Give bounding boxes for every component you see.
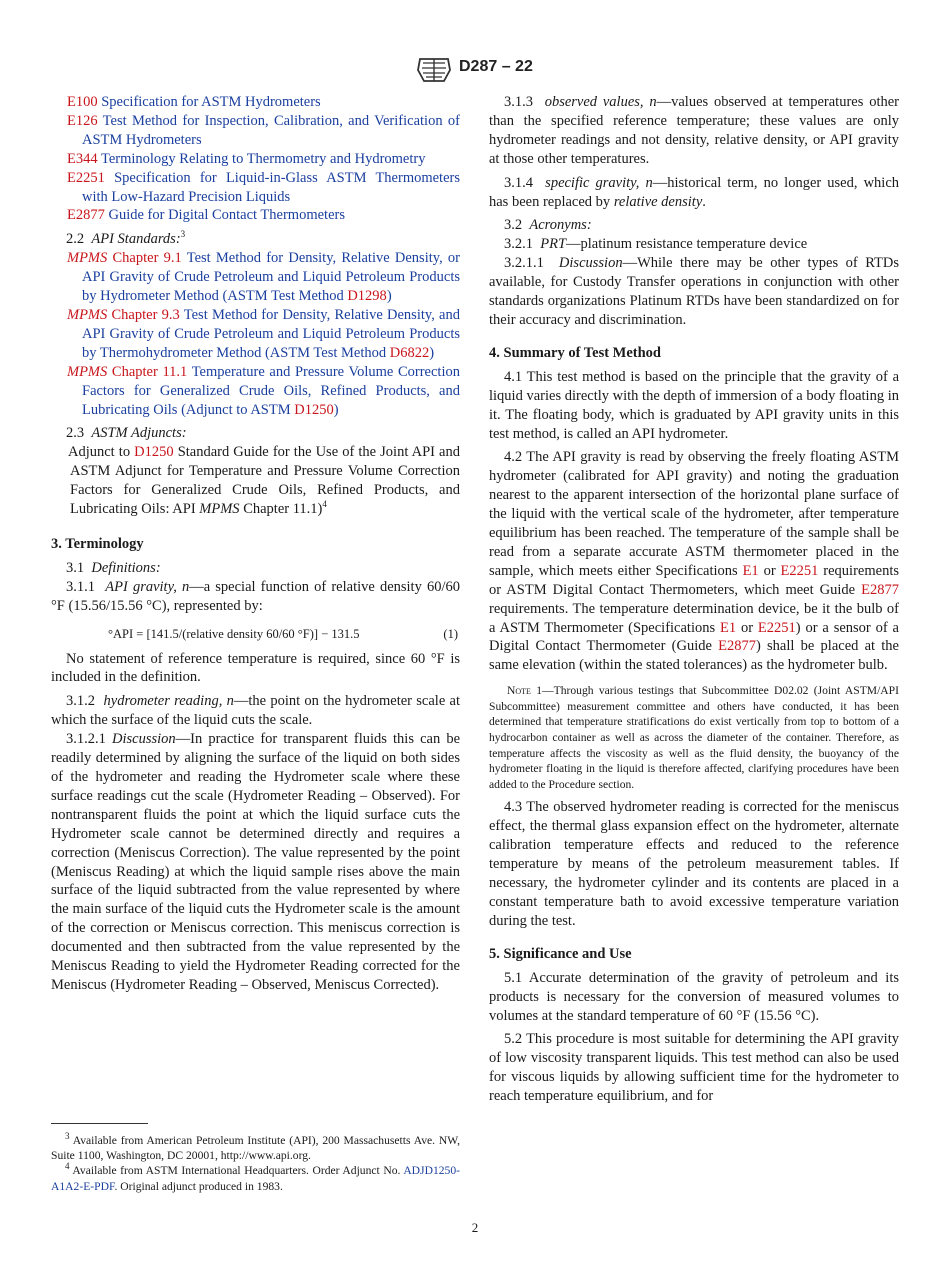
page-number: 2 <box>471 1220 479 1235</box>
reference-code-link[interactable]: E344 <box>67 150 98 167</box>
left-column <box>51 93 460 995</box>
closing-paren: ) <box>429 344 435 361</box>
reference-title-link[interactable]: Terminology Relating to Thermometry and Hydrometry <box>100 150 426 167</box>
reference-item <box>51 169 460 207</box>
equation-1 <box>51 622 460 644</box>
section-5-title: 5. Significance and Use <box>489 945 632 962</box>
api-title-link[interactable]: Temperature and Pressure Volume Correction Factors for Generalized Crude Oils, Refined Products, and Lubricating Oils (Adjunct to ASTM <box>82 363 460 418</box>
reference-code-link[interactable]: E2877 <box>67 207 105 224</box>
p41: 4.1 This test method is based on the principle that the gravity of a liquid varies directly with the depth of immersion of a body floating in it. The floating body, which is graduated by API gravity units in this test method, is called an API hydrometer. <box>489 368 899 442</box>
equation-body: °API = [141.5/(relative density 60/60 °F)] − 131.5 <box>108 626 360 641</box>
p43: 4.3 The observed hydrometer reading is corrected for the meniscus effect, the thermal glass expansion effect on the hydrometer, alternate calibration temperature effects and reduced to the reference temperature by means of the petroleum measurement tables. If necessary, the hydrometer cylinder and its contents are placed in a constant temperature bath to avoid excessive temperature variation during the test. <box>489 799 899 929</box>
section-4-title: 4. Summary of Test Method <box>489 344 661 361</box>
reference-title-link[interactable]: Guide for Digital Contact Thermometers <box>108 207 345 224</box>
mpms-label[interactable]: MPMS <box>67 250 108 267</box>
s314-specific-gravity: 3.1.4 specific gravity, n—historical term, no longer used, which has been replaced by relative density. <box>489 174 900 210</box>
reference-item <box>51 206 460 225</box>
p42: 4.2 The API gravity is read by observing the freely floating ASTM hydrometer (calibrated for API gravity) and noting the graduation nearest to the apparent intersection of the horizontal plane surface of the liquid with the vertical scale of the hydrometer, after temperature equilibrium has been reached. The temperature of the sample shall be read from a separate accurate ASTM thermometer placed in the sample, which meets either Specifications E1 or E2251 requirements or ASTM Digital Contact Thermometers, which meet Guide E2877 requirements. The temperature determination device, be it the bulb of a ASTM Thermometer (Specifications E1 or E2251) or a sensor of a Digital Contact Thermometer (Guide E2877) shall be placed at the same elevation (within the stated tolerances) as the hydrometer bulb. <box>489 449 899 674</box>
link-e2251-second[interactable]: E2251 <box>757 619 796 636</box>
adjunct-link[interactable]: D1250 <box>134 444 174 461</box>
chapter-link[interactable]: Chapter 9.1 <box>112 250 182 267</box>
link-e2251[interactable]: E2251 <box>780 562 819 579</box>
closing-paren: ) <box>333 401 339 418</box>
s311-api-gravity: 3.1.1 API gravity, n—a special function of relative density 60/60 °F (15.56/15.56 °C), represented by: <box>51 578 460 614</box>
s313-observed-values: 3.1.3 observed values, n—values observed at temperatures other than the specified reference temperature; these values are only hydrometer readings and not density, relative density, or API gravity at those other temperatures. <box>489 94 899 167</box>
astm-method-link[interactable]: D1250 <box>294 401 334 418</box>
page-header <box>0 56 950 84</box>
note-1: Note 1—Through various testings that Subcommittee D02.02 (Joint ASTM/API Subcommittee) measurement committee and others have conducted, it has been determined that temperature stratifications do exist vertically from top to bottom of a hydrocarbon container as well as across the diameter of the container. Therefore, as temperature affects the viscosity as well as the fluid density, the buoyancy of the hydrometer floating in the liquid is therefore affected, clarifying procedures have been added to the Procedure section. <box>489 684 899 791</box>
reference-code-link[interactable]: E100 <box>67 94 98 110</box>
closing-paren: ) <box>386 288 392 305</box>
reference-item <box>51 112 460 150</box>
reference-title-link[interactable]: Test Method for Inspection, Calibration, and Verification of ASTM Hydrometers <box>82 112 460 148</box>
right-column <box>489 93 899 1106</box>
astm-logo-icon <box>414 56 454 84</box>
chapter-link[interactable]: Chapter 11.1 <box>111 363 188 380</box>
p51: 5.1 Accurate determination of the gravity of petroleum and its products is necessary for the conversion of measured volumes to volumes at the standard temperature of 60 °F (15.56 °C). <box>489 969 899 1024</box>
link-e2877[interactable]: E2877 <box>861 581 899 598</box>
footnotes <box>51 1133 460 1194</box>
api-reference-item <box>51 363 460 420</box>
api-title-link[interactable]: Test Method for Density, Relative Density, or API Gravity of Crude Petroleum and Liquid Petroleum Products by Hydrometer Method (ASTM Test Method <box>82 250 460 305</box>
chapter-link[interactable]: Chapter 9.3 <box>111 306 180 323</box>
s31-definitions: 3.1 Definitions: <box>66 559 161 576</box>
link-e1[interactable]: E1 <box>742 562 759 579</box>
astm-method-link[interactable]: D1298 <box>347 288 387 305</box>
reference-title-link[interactable]: Specification for ASTM Hydrometers <box>101 94 321 110</box>
document-id: D287 – 22 <box>459 58 533 75</box>
link-e2877-second[interactable]: E2877 <box>718 638 756 655</box>
astm-reference-list <box>51 93 460 225</box>
mpms-label[interactable]: MPMS <box>67 306 108 323</box>
footnote-3: $^3$ Available from American Petroleum Institute (API), 200 Massachusetts Ave. NW, Suite 1100, Washington, DC 20001, http://www.api.org. <box>51 1131 461 1163</box>
reference-code-link[interactable]: E126 <box>67 112 98 129</box>
reference-item <box>51 93 460 112</box>
s321-prt: 3.2.1 PRT—platinum resistance temperature device <box>504 236 808 253</box>
equation-number: (1) <box>443 626 458 641</box>
reference-item <box>51 150 460 169</box>
after-equation-text: No statement of reference temperature is required, since 60 °F is included in the definition. <box>51 650 460 686</box>
api-reference-item <box>51 249 460 306</box>
s3211-discussion: 3.2.1.1 Discussion—While there may be other types of RTDs available, for Custody Transfer operations in conjunction with other standards organizations Platinum RTDs have been standardized on for their accuracy and discrimination. <box>489 255 900 328</box>
s32-acronyms: 3.2 Acronyms: <box>504 217 592 234</box>
p52: 5.2 This procedure is most suitable for determining the API gravity of low viscosity transparent liquids. This test method can also be used for viscous liquids by allowing sufficient time for the hydrometer to reach temperature equilibrium, and for <box>489 1031 899 1105</box>
api-standards-heading: 2.2 API Standards:$^3$ <box>66 229 186 248</box>
section-3-title: 3. Terminology <box>51 535 144 552</box>
footnote-rule <box>51 1123 148 1124</box>
api-reference-list <box>51 249 460 419</box>
astm-method-link[interactable]: D6822 <box>389 344 430 361</box>
reference-title-link[interactable]: Specification for Liquid-in-Glass ASTM Thermometers with Low-Hazard Precision Liquids <box>82 169 460 205</box>
adjunct-order-link[interactable]: ADJD1250-A1A2-E-PDF <box>51 1164 460 1193</box>
link-e1-second[interactable]: E1 <box>719 619 737 636</box>
api-reference-item <box>51 306 460 363</box>
adjunct-reference: Adjunct to D1250 Standard Guide for the Use of the Joint API and ASTM Adjunct for Temperature and Pressure Volume Correction Factors for Generalized Crude Oils, Refined Products, and Lubricating Oils: API MPMS Chapter 11.1)$^4$ <box>68 444 460 518</box>
reference-code-link[interactable]: E2251 <box>67 169 105 186</box>
api-title-link[interactable]: Test Method for Density, Relative Density, and API Gravity of Crude Petroleum and Liquid Petroleum Products by Thermohydrometer Method (ASTM Test Method <box>82 306 460 361</box>
footnote-4: $^4$ Available from ASTM International Headquarters. Order Adjunct No. ADJD1250-A1A2-E-PDF. Original adjunct produced in 1983. <box>51 1161 460 1193</box>
s3121-discussion: 3.1.2.1 Discussion—In practice for transparent fluids this can be readily determined by aligning the surface of the liquid on both sides of the hydrometer and reading the Hydrometer scale where these surface readings cut the scale (Hydrometer Reading – Observed). For nontransparent fluids the point at which the liquid surface cuts the Hydrometer scale cannot be determined directly and requires a correction (Meniscus Correction). The value represented by the point (Meniscus Reading) at which the liquid sample rises above the main surface of the liquid subtracted from the value represented by where the main surface of the liquid cuts the Hydrometer scale is the amount of the correction or Meniscus correction. This meniscus correction is documented and then subtracted from the value represented by the Meniscus Reading to yield the Hydrometer Reading corrected for the Meniscus (Hydrometer Reading – Observed, Meniscus Corrected). <box>51 731 461 993</box>
mpms-label[interactable]: MPMS <box>67 363 108 380</box>
s312-hydrometer-reading: 3.1.2 hydrometer reading, n—the point on the hydrometer scale at which the surface of the liquid cuts the scale. <box>51 693 460 729</box>
astm-adjuncts-heading: 2.3 ASTM Adjuncts: <box>66 425 187 442</box>
